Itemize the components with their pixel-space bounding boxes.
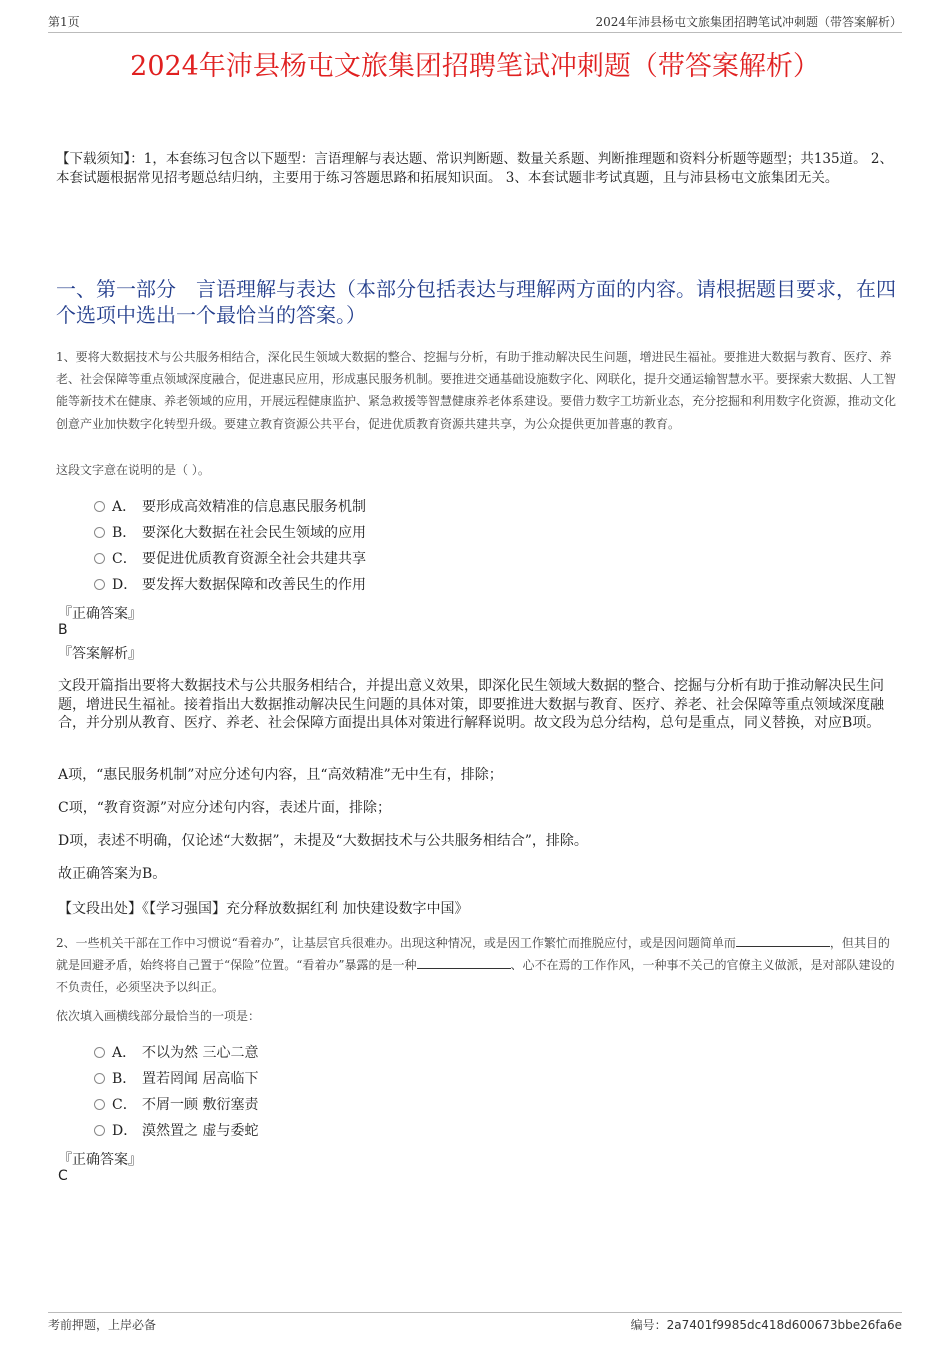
option-c[interactable]: C． 不屑一顾 敷衍塞责	[94, 1091, 258, 1117]
question-2-prompt: 依次填入画横线部分最恰当的一项是：	[56, 1009, 261, 1023]
radio-icon[interactable]	[94, 1099, 105, 1110]
analysis-line: A项，“惠民服务机制”对应分述句内容，且“高效精准”无中生有，排除；	[58, 767, 503, 783]
radio-icon[interactable]	[94, 1047, 105, 1058]
answer-value: C	[58, 1168, 68, 1184]
question-1-options	[94, 493, 366, 597]
option-d[interactable]: D． 漠然置之 虚与委蛇	[94, 1117, 258, 1143]
header-doc-title: 2024年沛县杨屯文旅集团招聘笔试冲刺题（带答案解析）	[595, 14, 902, 29]
document-title: 2024年沛县杨屯文旅集团招聘笔试冲刺题（带答案解析）	[130, 51, 820, 82]
analysis-label: 『答案解析』	[58, 646, 142, 662]
page-header	[48, 10, 902, 33]
radio-icon[interactable]	[94, 501, 105, 512]
answer-value: B	[58, 622, 68, 638]
option-a[interactable]: A． 不以为然 三心二意	[94, 1039, 258, 1065]
option-b[interactable]: B． 要深化大数据在社会民生领域的应用	[94, 519, 366, 545]
radio-icon[interactable]	[94, 1073, 105, 1084]
option-d[interactable]: D． 要发挥大数据保障和改善民生的作用	[94, 571, 366, 597]
radio-icon[interactable]	[94, 1125, 105, 1136]
section-heading: 一、第一部分 言语理解与表达（本部分包括表达与理解两方面的内容。请根据题目要求，在四个选项中选出一个最恰当的答案。）	[56, 277, 896, 327]
radio-icon[interactable]	[94, 579, 105, 590]
option-c[interactable]: C． 要促进优质教育资源全社会共建共享	[94, 545, 366, 571]
download-notice: 【下载须知】：1，本套练习包含以下题型：言语理解与表达题、常识判断题、数量关系题、判断推理题和资料分析题等题型；共135道。 2、本套试题根据常见招考题总结归纳，主要用于练习答题思路和拓展知识面。 3、本套试题非考试真题，且与沛县杨屯文旅集团无关。	[56, 151, 893, 186]
option-b[interactable]: B． 置若罔闻 居高临下	[94, 1065, 258, 1091]
question-2-text: 2、一些机关干部在工作中习惯说“看着办”，让基层官兵很难办。出现这种情况，或是因工作繁忙而推脱应付，或是因问题简单而 ，但其目的就是回避矛盾，始终将自己置于“保险”位置。“看着办”暴露的是一种 、心不在焉的工作作风，一种事不关己的官僚主义做派，是对部队建设的不负责任，必须坚决予以纠正。	[56, 936, 895, 995]
question-1-prompt: 这段文字意在说明的是（ ）。	[56, 463, 210, 477]
analysis-paragraph: 文段开篇指出要将大数据技术与公共服务相结合，并提出意义效果，即深化民生领域大数据的整合、挖掘与分析有助于推动解决民生问题，增进民生福祉。接着指出大数据推动解决民生问题的具体对策，即要推进大数据与教育、医疗、养老、社会保障等重点领域深度融合，并分别从教育、医疗、养老、社会保障方面提出具体对策进行解释说明。故文段为总分结构，总句是重点，同义替换，对应B项。	[58, 678, 884, 732]
footer-id: 编号：2a7401f9985dc418d600673bbe26fa6e	[630, 1318, 902, 1332]
analysis-conclusion: 故正确答案为B。	[58, 866, 167, 882]
radio-icon[interactable]	[94, 553, 105, 564]
fill-blank[interactable]	[736, 934, 830, 947]
footer-slogan: 考前押题，上岸必备	[48, 1318, 157, 1332]
analysis-line: D项，表述不明确，仅论述“大数据”，未提及“大数据技术与公共服务相结合”，排除。	[58, 833, 588, 849]
page-footer	[48, 1312, 902, 1333]
page-number: 第1页	[48, 14, 80, 29]
answer-label: 『正确答案』	[58, 1152, 142, 1168]
question-1-text: 1、要将大数据技术与公共服务相结合，深化民生领域大数据的整合、挖掘与分析，有助于推动解决民生问题，增进民生福祉。要推进大数据与教育、医疗、养老、社会保障等重点领域深度融合，促进惠民应用，形成惠民服务机制。要推进交通基础设施数字化、网联化，提升交通运输智慧水平。要探索大数据、人工智能等新技术在健康、养老领域的应用，开展远程健康监护、紧急救援等智慧健康养老体系建设。要借力数字工坊新业态，充分挖掘和利用数字化资源，推动文化创意产业加快数字化转型升级。要建立教育资源公共平台，促进优质教育资源共建共享，为公众提供更加普惠的教育。	[56, 350, 897, 431]
fill-blank[interactable]	[417, 956, 511, 969]
radio-icon[interactable]	[94, 527, 105, 538]
option-a[interactable]: A． 要形成高效精准的信息惠民服务机制	[94, 493, 366, 519]
analysis-line: C项，“教育资源”对应分述句内容，表述片面，排除；	[58, 800, 392, 816]
question-2-options	[94, 1039, 258, 1143]
answer-label: 『正确答案』	[58, 606, 142, 622]
source-citation: 【文段出处】《【学习强国】充分释放数据红利 加快建设数字中国》	[58, 901, 469, 917]
